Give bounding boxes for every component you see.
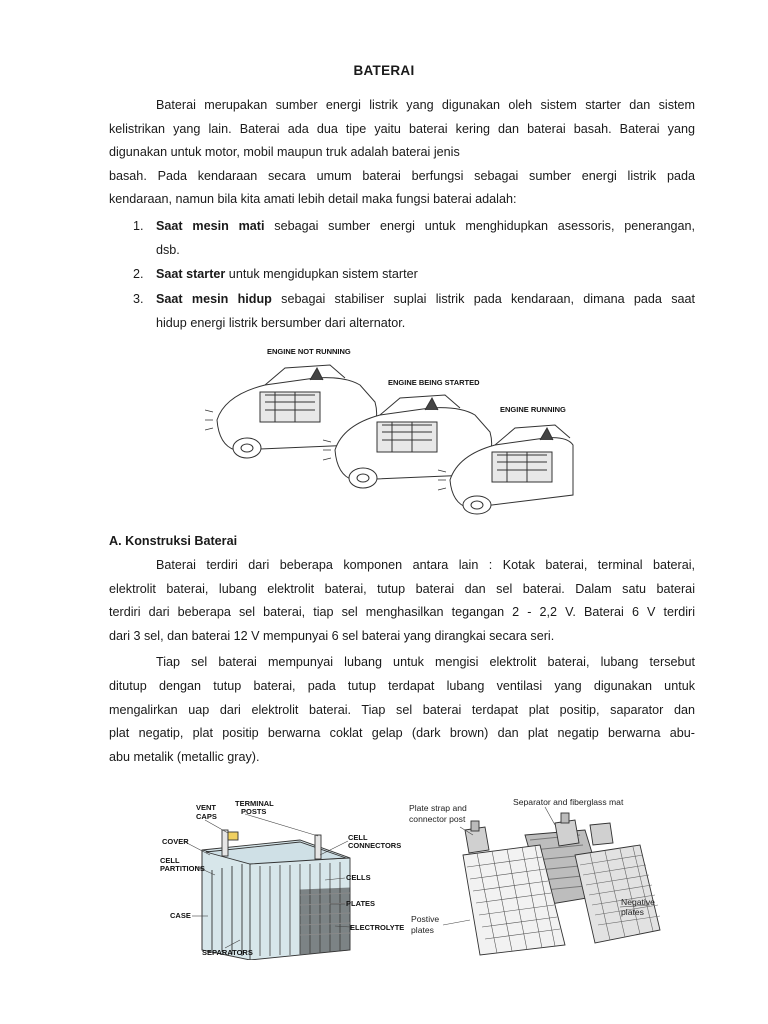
label-electrolyte: ELECTROLYTE [350, 923, 405, 932]
label-cells: CELLS [346, 873, 371, 882]
section-a-para1-line3: terdiri dari beberapa sel baterai, tiap sel menghasilkan tegangan 2 - 2,2 V. Baterai 6 V terdiri [109, 605, 695, 619]
label-separator-mat: Separator and fiberglass mat [513, 797, 624, 807]
section-a-para1-line2: elektrolit baterai, lubang elektrolit baterai, tutup baterai dan sel baterai. Dalam satu baterai [109, 582, 695, 596]
battery-illustration [202, 830, 350, 960]
list-item-3-line-2: hidup energi listrik bersumber dari alternator. [156, 316, 406, 330]
list-item-bold: Saat mesin mati [156, 219, 265, 233]
figure-label-running: ENGINE RUNNING [500, 405, 566, 414]
plates-illustration [463, 813, 660, 955]
figure-label-not-running: ENGINE NOT RUNNING [267, 347, 351, 356]
list-item-text: sebagai sumber energi untuk menghidupkan asessoris, penerangan, [264, 219, 695, 233]
intro-line-1: Baterai merupakan sumber energi listrik yang digunakan oleh sistem starter dan sistem [156, 98, 695, 112]
label-negative-1: Negative [621, 897, 655, 907]
label-cover: COVER [162, 837, 189, 846]
label-cell-connectors-1: CELL [348, 833, 368, 842]
list-item-text: sebagai stabiliser suplai listrik pada kendaraan, dimana pada saat [271, 292, 695, 306]
label-vent-caps-1: VENT [196, 803, 217, 812]
intro-line-5: kendaraan, namun bila kita amati lebih detail maka fungsi baterai adalah: [109, 192, 517, 206]
label-terminal-posts-2: POSTS [241, 807, 267, 816]
list-item-3-line-1 [156, 288, 695, 311]
section-heading: A. Konstruksi Baterai [109, 534, 238, 548]
label-plate-strap-1: Plate strap and [409, 803, 467, 813]
engine-states-figure [205, 340, 575, 515]
label-cell-partitions-1: CELL [160, 856, 180, 865]
list-number: 1. [133, 219, 144, 233]
section-a-para1-line1: Baterai terdiri dari beberapa komponen antara lain : Kotak baterai, terminal baterai, [156, 558, 695, 572]
intro-line-4: basah. Pada kendaraan secara umum baterai berfungsi sebagai sumber energi listrik pada [109, 169, 695, 183]
section-a-para2-line2: ditutup dengan tutup baterai, pada tutup terdapat lubang ventilasi yang digunakan untuk [109, 679, 695, 693]
figure-label-being-started: ENGINE BEING STARTED [388, 378, 480, 387]
list-item-1-line-1 [156, 215, 695, 238]
list-number: 2. [133, 267, 144, 281]
label-plate-strap-2: connector post [409, 814, 466, 824]
list-number: 3. [133, 292, 144, 306]
list-item-1-line-2: dsb. [156, 243, 180, 257]
battery-plates-figure [405, 795, 695, 965]
label-positive-1: Postive [411, 914, 440, 924]
intro-line-3: digunakan untuk motor, mobil maupun truk adalah baterai jenis [109, 145, 460, 159]
label-vent-caps-2: CAPS [196, 812, 217, 821]
list-item-2-line-1 [156, 263, 695, 286]
label-cell-connectors-2: CONNECTORS [348, 841, 402, 850]
label-terminal-posts-1: TERMINAL [235, 800, 274, 808]
section-a-para1-line4: dari 3 sel, dan baterai 12 V mempunyai 6 sel baterai yang dirangkai secara seri. [109, 629, 555, 643]
label-separators: SEPARATORS [202, 948, 253, 957]
section-a-para2-line1: Tiap sel baterai mempunyai lubang untuk mengisi elektrolit baterai, lubang tersebut [156, 655, 695, 669]
label-negative-2: plates [621, 907, 644, 917]
label-case: CASE [170, 911, 191, 920]
intro-line-2: kelistrikan yang lain. Baterai ada dua tipe yaitu baterai kering dan baterai basah. Baterai yang [109, 122, 695, 136]
label-cell-partitions-2: PARTITIONS [160, 864, 205, 873]
label-positive-2: plates [411, 925, 434, 935]
list-item-bold: Saat starter [156, 267, 226, 281]
section-a-para2-line5: abu metalik (metallic gray). [109, 750, 260, 764]
list-item-text: untuk mengidupkan sistem starter [225, 267, 418, 281]
label-plates: PLATES [346, 899, 376, 908]
section-a-para2-line4: plat negatip, plat positip berwarna coklat gelap (dark brown) dan plat negatip berwarna abu- [109, 726, 695, 740]
list-item-bold: Saat mesin hidup [156, 292, 272, 306]
battery-cutaway-figure [150, 800, 410, 960]
page-title: BATERAI [353, 63, 415, 78]
section-a-para2-line3: mengalirkan uap dari elektrolit baterai. Tiap sel baterai terdapat plat positip, saparator dan [109, 703, 695, 717]
